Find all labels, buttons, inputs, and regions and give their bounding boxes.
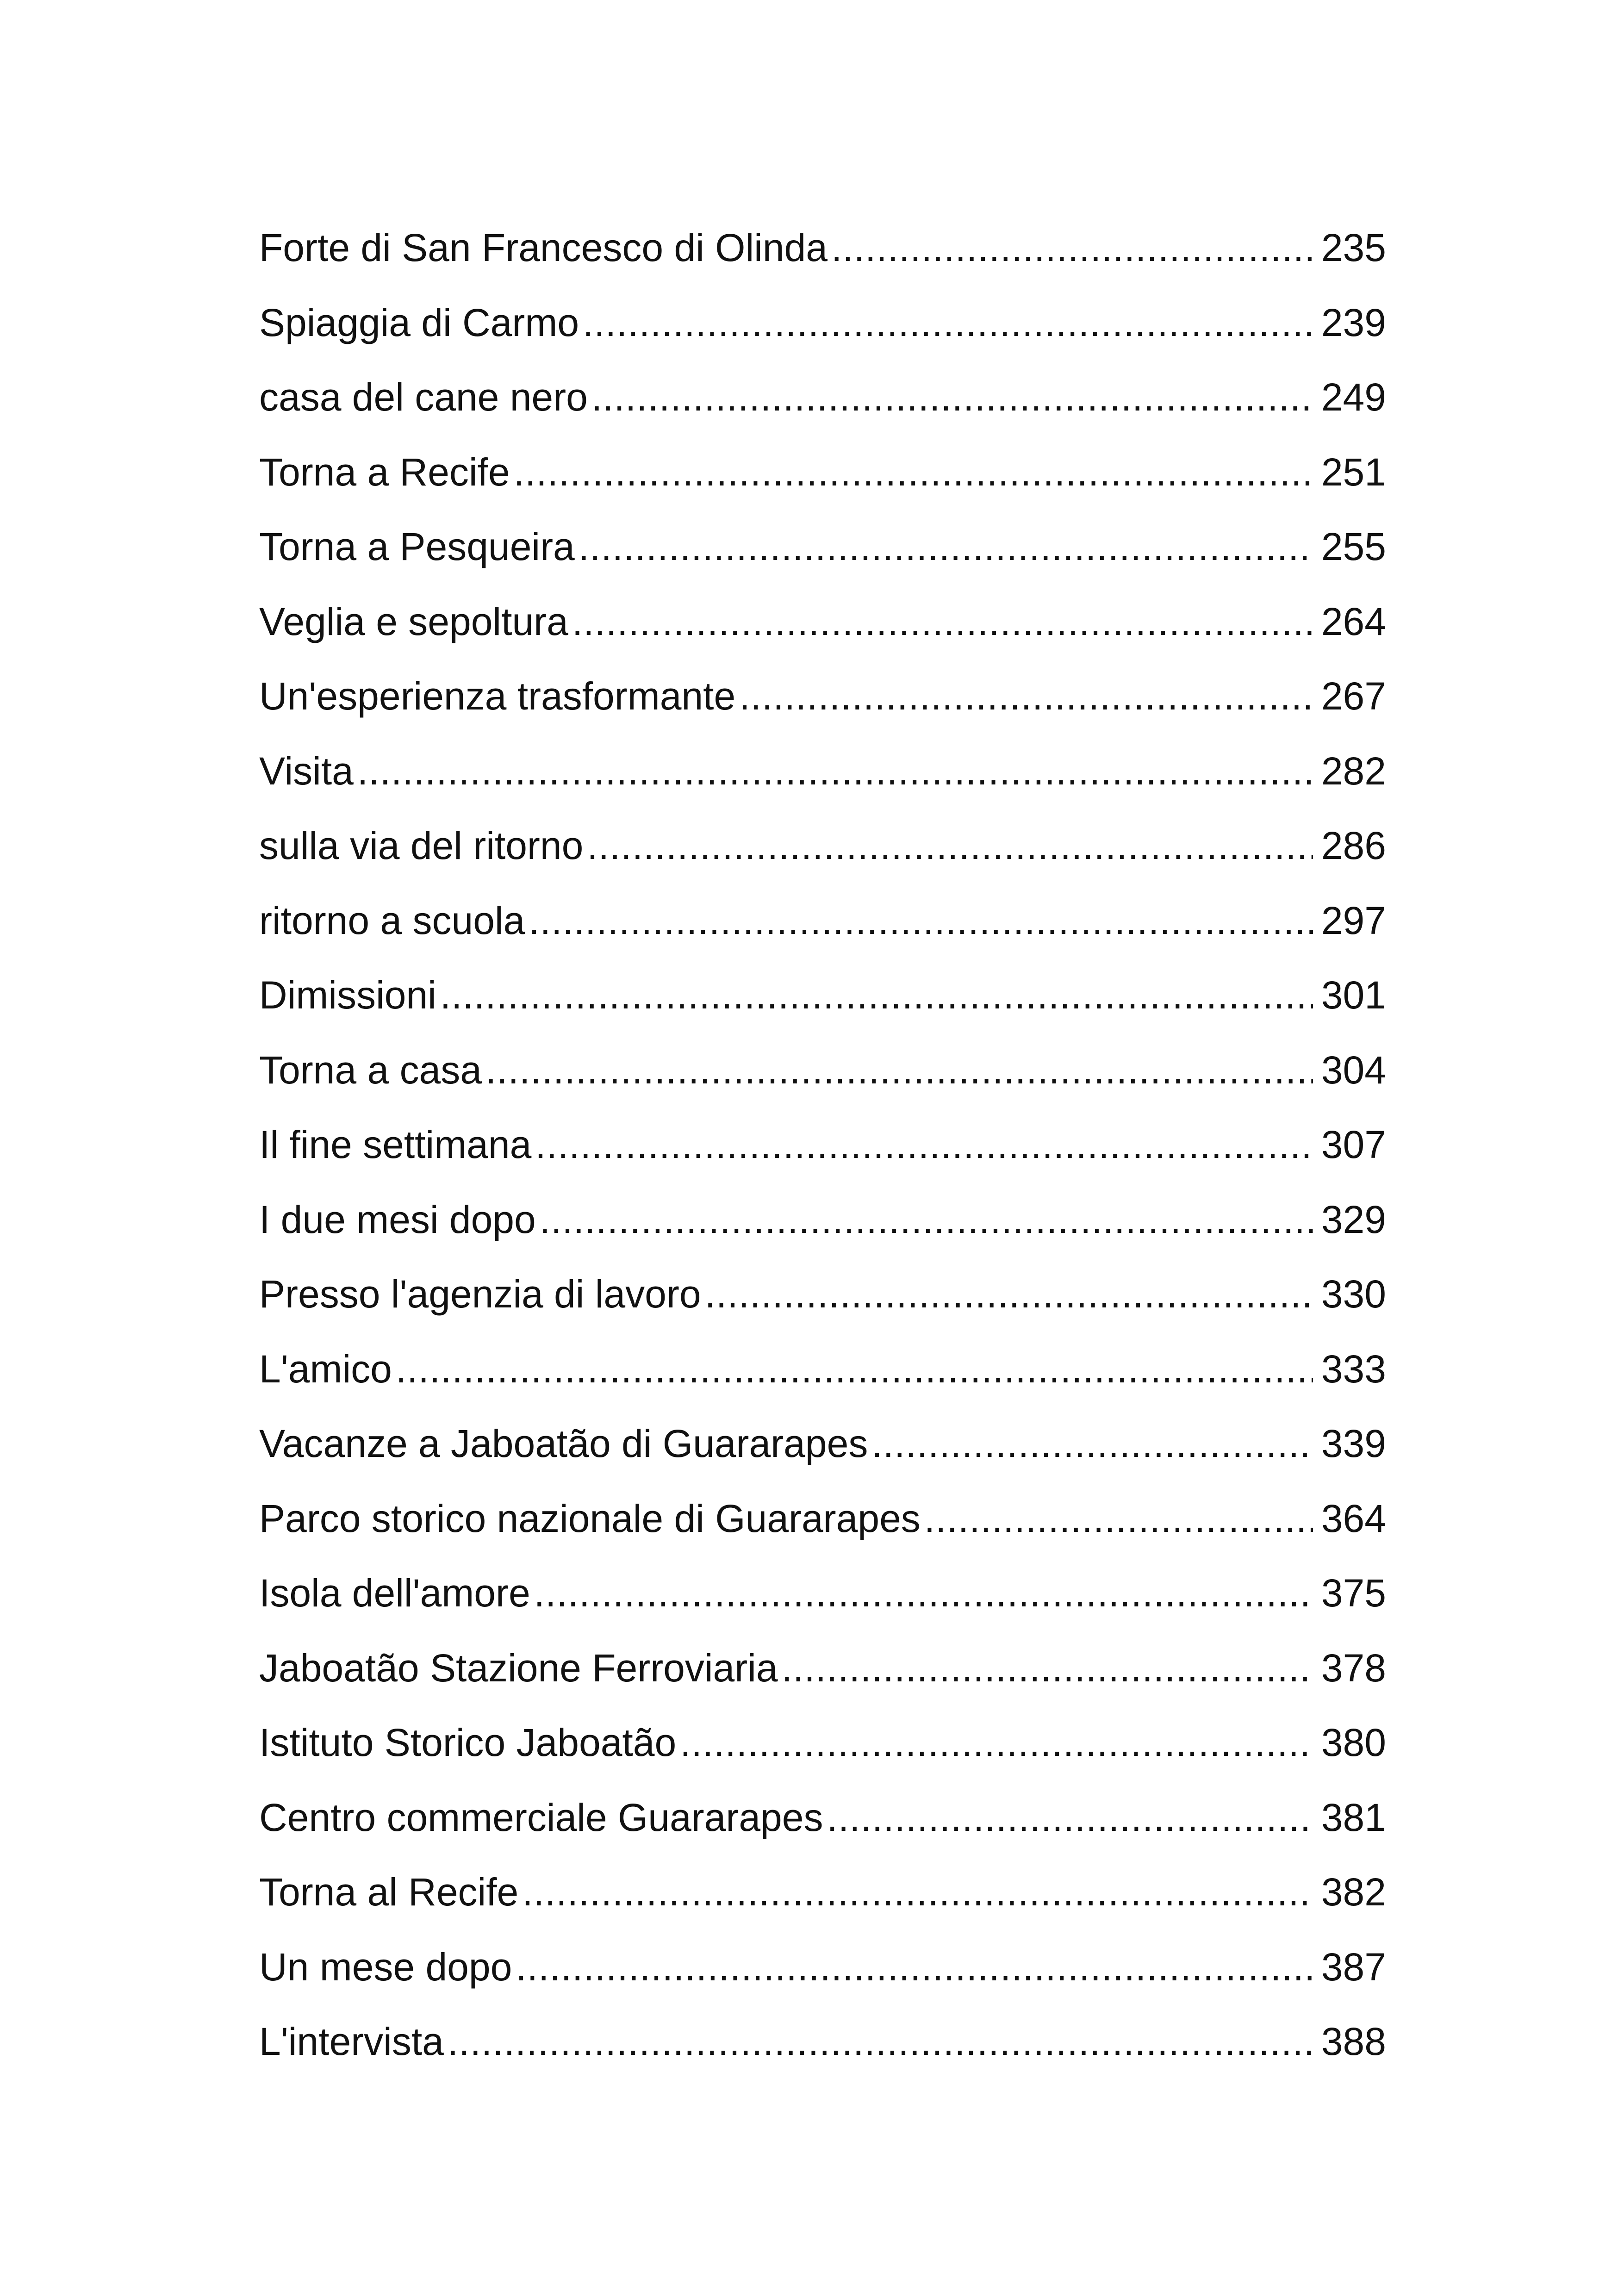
toc-entry [259,211,1386,286]
toc-entry [259,1108,1386,1182]
dot-leader [514,435,1313,510]
toc-entry-title: Un mese dopo [259,1945,512,1989]
toc-entry-page: 255 [1321,525,1386,568]
toc-entry-title: Spiaggia di Carmo [259,300,579,344]
toc-entry-page: 364 [1321,1496,1386,1540]
dot-leader [583,286,1313,361]
dot-leader [522,1855,1313,1930]
dot-leader [587,809,1313,884]
toc-entry [259,1033,1386,1108]
dot-leader [782,1631,1313,1706]
toc-entry-title: Dimissioni [259,973,436,1017]
dot-leader [579,510,1313,585]
toc-entry [259,1930,1386,2005]
toc-entry-title: Torna al Recife [259,1870,519,1914]
toc-entry [259,1556,1386,1631]
toc-entry-title: I due mesi dopo [259,1197,536,1241]
toc-entry-title: Torna a Pesqueira [259,525,575,568]
toc-entry-page: 249 [1321,375,1386,419]
toc-entry [259,360,1386,435]
toc-entry-title: Visita [259,749,354,793]
dot-leader [540,1182,1313,1257]
dot-leader [448,2004,1313,2079]
toc-entry-title: Jaboatão Stazione Ferroviaria [259,1646,778,1690]
dot-leader [831,211,1313,286]
toc-entry-page: 339 [1321,1422,1386,1465]
toc-entry [259,1780,1386,1855]
toc-entry-page: 286 [1321,824,1386,867]
toc-entry-page: 329 [1321,1197,1386,1241]
toc-entry-page: 382 [1321,1870,1386,1914]
toc-entry-title: Presso l'agenzia di lavoro [259,1272,701,1316]
toc-entry-page: 380 [1321,1721,1386,1764]
toc-entry-page: 375 [1321,1571,1386,1615]
toc-entry-page: 330 [1321,1272,1386,1316]
toc-entry-title: Torna a Recife [259,450,510,494]
toc-entry [259,809,1386,884]
toc-entry-title: sulla via del ritorno [259,824,584,867]
toc-entry-page: 239 [1321,300,1386,344]
toc-entry-page: 264 [1321,599,1386,643]
toc-entry-title: Un'esperienza trasformante [259,674,736,718]
toc-entry-page: 388 [1321,2020,1386,2063]
toc-entry-page: 387 [1321,1945,1386,1989]
toc-entry [259,1332,1386,1407]
dot-leader [535,1108,1313,1182]
dot-leader [485,1033,1313,1108]
toc-entry-page: 251 [1321,450,1386,494]
dot-leader [739,659,1313,734]
dot-leader [871,1406,1313,1481]
toc-entry-title: L'intervista [259,2020,444,2063]
toc-entry [259,734,1386,809]
toc-entry-page: 301 [1321,973,1386,1017]
dot-leader [529,884,1313,958]
toc-entry-title: Centro commerciale Guararapes [259,1795,823,1839]
toc-entry [259,1855,1386,1930]
toc-entry [259,2004,1386,2079]
toc-entry [259,958,1386,1033]
toc-entry-title: Vacanze a Jaboatão di Guararapes [259,1422,868,1465]
toc-entry [259,585,1386,660]
toc-entry-title: casa del cane nero [259,375,588,419]
dot-leader [680,1705,1313,1780]
dot-leader [705,1257,1313,1332]
dot-leader [396,1332,1313,1407]
toc-entry-title: L'amico [259,1347,392,1391]
toc-entry-title: ritorno a scuola [259,898,525,942]
dot-leader [827,1780,1313,1855]
toc-entry [259,1257,1386,1332]
toc-entry [259,286,1386,361]
toc-entry-title: Parco storico nazionale di Guararapes [259,1496,921,1540]
toc-entry-title: Isola dell'amore [259,1571,530,1615]
toc-entry-title: Forte di San Francesco di Olinda [259,226,828,269]
toc-entry [259,1182,1386,1257]
toc-entry [259,884,1386,958]
dot-leader [357,734,1313,809]
toc-entry-page: 297 [1321,898,1386,942]
toc-entry [259,1406,1386,1481]
dot-leader [924,1481,1313,1556]
toc-entry-page: 378 [1321,1646,1386,1690]
toc-entry-page: 304 [1321,1048,1386,1092]
toc-entry [259,1481,1386,1556]
toc-entry-title: Veglia e sepoltura [259,599,568,643]
toc-entry [259,510,1386,585]
dot-leader [572,585,1313,660]
dot-leader [534,1556,1313,1631]
toc-entry-page: 235 [1321,226,1386,269]
toc-entry [259,1631,1386,1706]
toc-entry-title: Torna a casa [259,1048,482,1092]
toc-entry-page: 282 [1321,749,1386,793]
toc-entry-title: Istituto Storico Jaboatão [259,1721,677,1764]
toc-entry-page: 267 [1321,674,1386,718]
toc-entry-page: 381 [1321,1795,1386,1839]
toc-entry-page: 307 [1321,1123,1386,1166]
table-of-contents [259,211,1386,2079]
toc-entry [259,1705,1386,1780]
dot-leader [440,958,1313,1033]
dot-leader [591,360,1313,435]
dot-leader [516,1930,1313,2005]
toc-entry-title: Il fine settimana [259,1123,532,1166]
toc-entry [259,435,1386,510]
toc-entry [259,659,1386,734]
toc-entry-page: 333 [1321,1347,1386,1391]
